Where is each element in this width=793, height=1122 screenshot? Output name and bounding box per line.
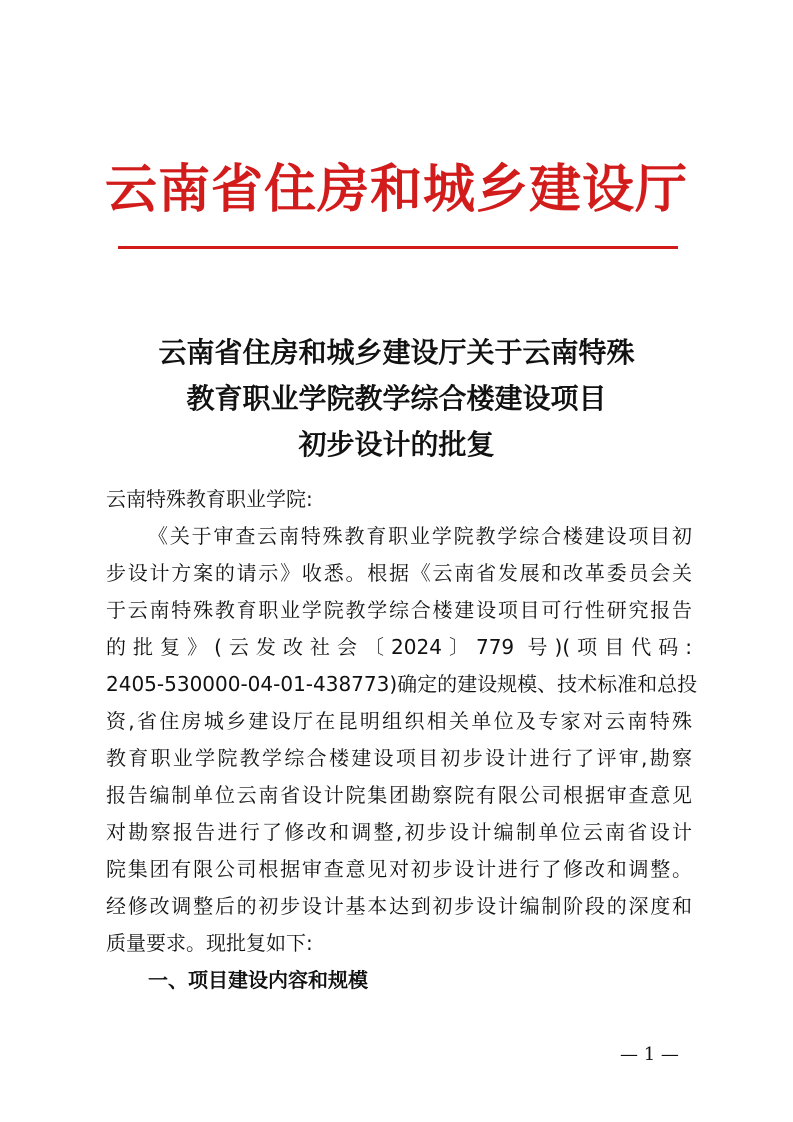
document-title-line: 教育职业学院教学综合楼建设项目 [186,382,607,415]
section-heading: 一、项目建设内容和规模 [148,968,368,992]
page-number: — 1 — [620,1044,679,1065]
paragraph-line: 2405-530000-04-01-438773)确定的建设规模、技术标准和总投 [106,672,698,696]
paragraph-line: 资,省住房城乡建设厅在昆明组织相关单位及专家对云南特殊 [106,709,692,733]
paragraph-line: 《关于审查云南特殊教育职业学院教学综合楼建设项目初 [148,524,692,548]
paragraph-line: 质量要求。现批复如下: [106,931,313,955]
letterhead-org-name: 云南省住房和城乡建设厅 [104,159,688,220]
paragraph-line: 对勘察报告进行了修改和调整,初步设计编制单位云南省设计 [106,820,692,844]
document-title-line: 云南省住房和城乡建设厅关于云南特殊 [158,336,635,369]
paragraph-line: 步设计方案的请示》收悉。根据《云南省发展和改革委员会关 [106,561,692,585]
paragraph-line: 于云南特殊教育职业学院教学综合楼建设项目可行性研究报告 [106,598,692,622]
document-title-line: 初步设计的批复 [298,428,495,461]
paragraph-line: 的批复》(云发改社会〔2024〕779 号)(项目代码: [106,635,692,659]
paragraph-line: 经修改调整后的初步设计基本达到初步设计编制阶段的深度和 [106,894,692,918]
document-body [106,481,698,999]
paragraph-line: 院集团有限公司根据审查意见对初步设计进行了修改和调整。 [106,857,692,881]
document-title [0,330,793,468]
paragraph-line: 报告编制单位云南省设计院集团勘察院有限公司根据审查意见 [106,783,692,807]
letterhead-red-rule [118,246,678,249]
addressee: 云南特殊教育职业学院: [106,487,313,511]
paragraph-line: 教育职业学院教学综合楼建设项目初步设计进行了评审,勘察 [106,746,692,770]
